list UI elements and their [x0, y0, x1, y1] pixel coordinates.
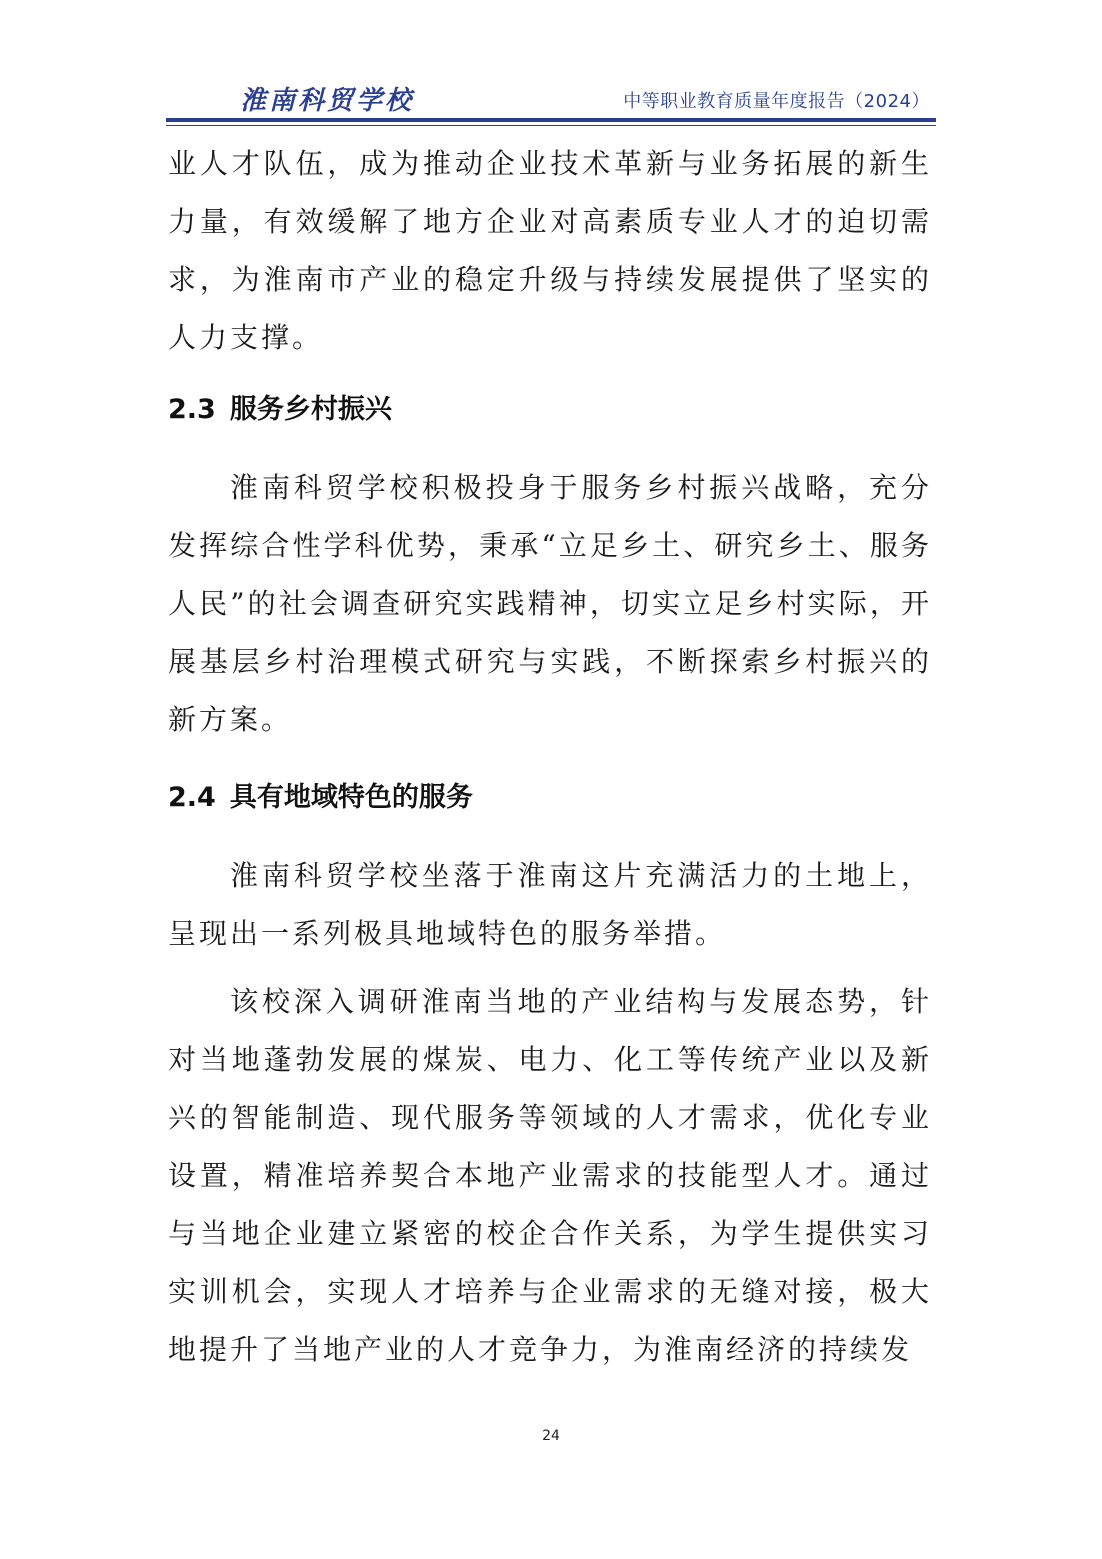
report-title: 中等职业教育质量年度报告（2024）: [623, 91, 930, 112]
section-heading-2-4: [168, 769, 932, 827]
section-number: 2.3: [168, 394, 216, 425]
section-title: 服务乡村振兴: [229, 394, 392, 425]
school-name-logo: 淮南科贸学校: [240, 86, 415, 116]
page-number: 24: [542, 1428, 560, 1444]
paragraph-continued: 业人才队伍，成为推动企业技术革新与业务拓展的新生力量，有效缓解了地方企业对高素质专业人才的迫切需求，为淮南市产业的稳定升级与持续发展提供了坚实的人力支撑。: [168, 147, 932, 354]
page-body: [168, 135, 932, 1379]
header-rule-thick: [166, 118, 936, 122]
paragraph-regional-services-intro: 淮南科贸学校坐落于淮南这片充满活力的土地上，呈现出一系列极具地域特色的服务举措。: [168, 859, 932, 950]
section-number: 2.4: [168, 782, 216, 813]
section-heading-2-3: [168, 381, 932, 439]
paragraph-rural-revitalization: 淮南科贸学校积极投身于服务乡村振兴战略，充分发挥综合性学科优势，秉承“立足乡土、研究乡土、服务人民”的社会调查研究实践精神，切实立足乡村实际，开展基层乡村治理模式研究与实践，不断探索乡村振兴的新方案。: [168, 471, 932, 736]
paragraph-regional-services-detail: 该校深入调研淮南当地的产业结构与发展态势，针对当地蓬勃发展的煤炭、电力、化工等传统产业以及新兴的智能制造、现代服务等领域的人才需求，优化专业设置，精准培养契合本地产业需求的技能型人才。通过与当地企业建立紧密的校企合作关系，为学生提供实习实训机会，实现人才培养与企业需求的无缝对接，极大地提升了当地产业的人才竞争力，为淮南经济的持续发: [168, 985, 932, 1366]
header-rule-thin: [166, 125, 936, 126]
section-title: 具有地域特色的服务: [229, 782, 473, 813]
